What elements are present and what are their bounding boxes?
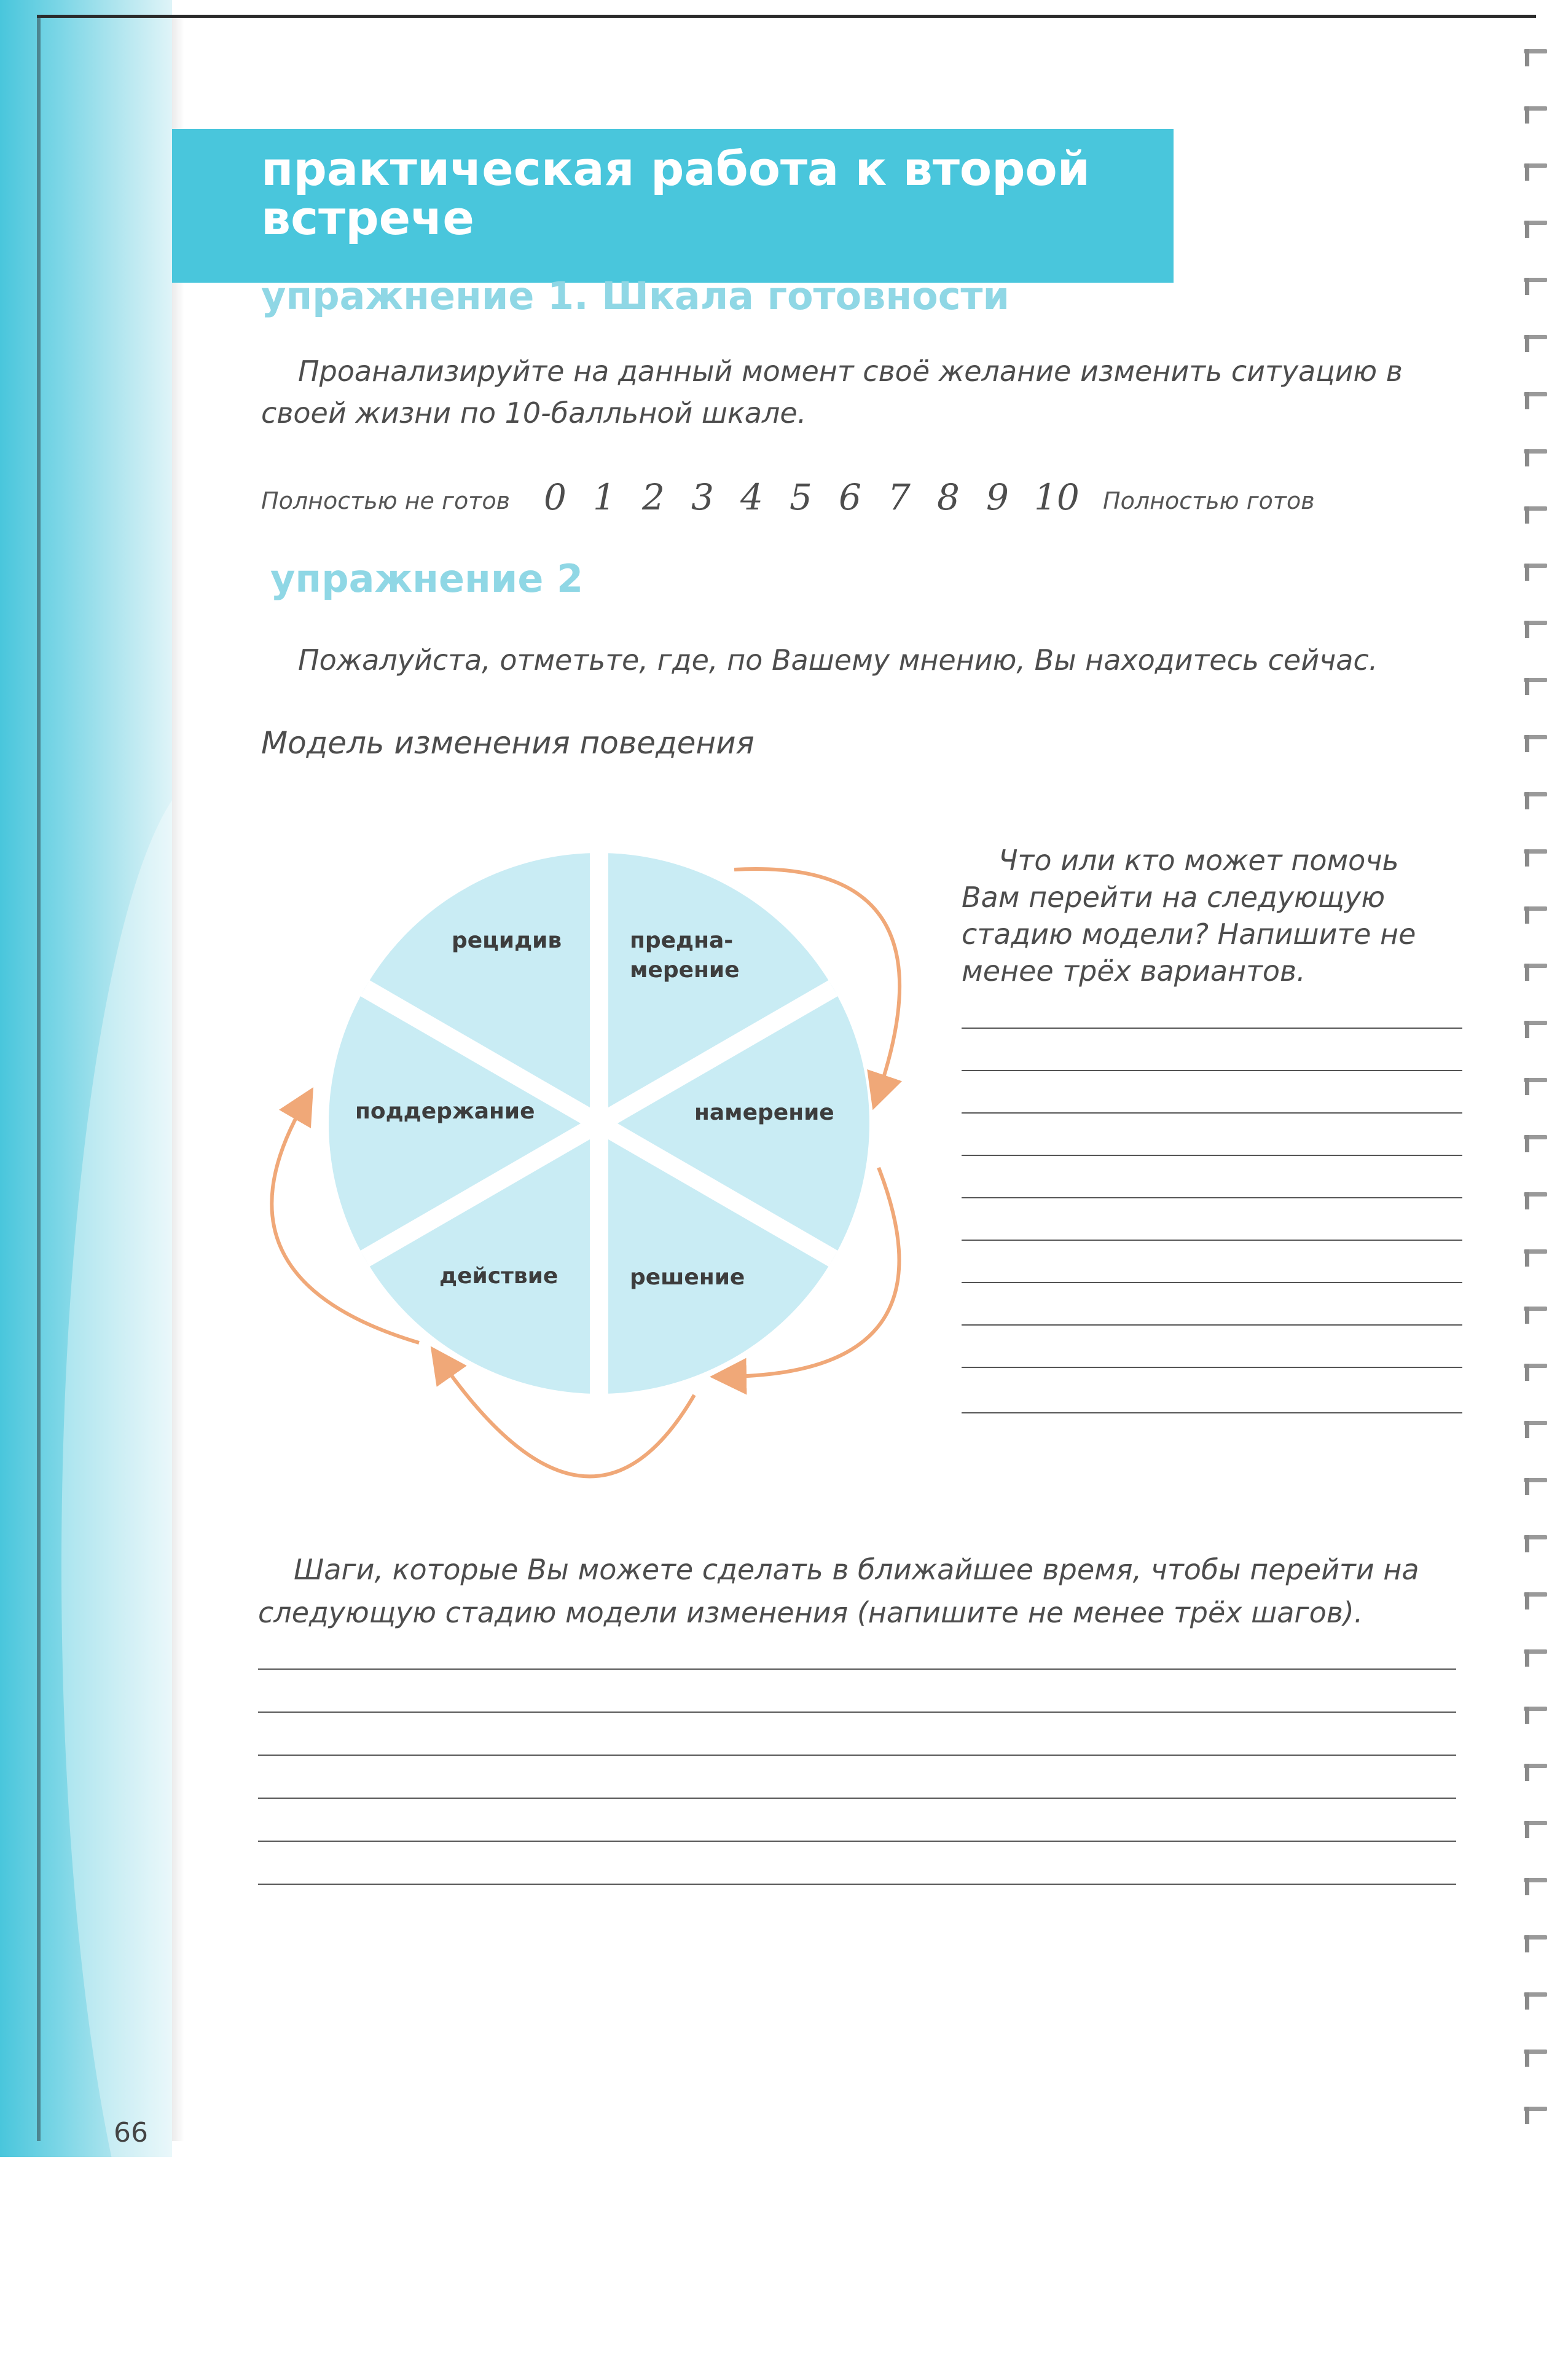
binding-ring [1524,278,1547,295]
stage-label-decision: решение [630,1265,745,1290]
binding-ring [1524,1249,1547,1267]
model-title: Модель изменения поведения [261,725,755,761]
binding-ring [1524,335,1547,352]
binding-ring [1524,964,1547,981]
answer-line[interactable] [962,1197,1462,1198]
binding-ring [1524,906,1547,924]
exercise2-instruction: Пожалуйста, отметьте, где, по Вашему мнению, Вы находитесь сейчас. [298,643,1378,677]
binding-ring [1524,1878,1547,1895]
steps-line[interactable] [258,1755,1456,1756]
stage-label-action: действие [439,1264,559,1289]
stage-label-precontemplation-2: мерение [630,957,740,983]
binding-ring [1524,1021,1547,1038]
stage-label-maintenance: поддержание [355,1099,535,1124]
scale-value[interactable]: 3 [691,476,714,518]
answer-line[interactable] [962,1324,1462,1326]
binding-ring [1524,106,1547,124]
binding-ring [1524,1992,1547,2010]
scale-value[interactable]: 4 [740,476,763,518]
answer-line[interactable] [962,1282,1462,1283]
scale-value[interactable]: 7 [888,476,911,518]
question-line: менее трёх вариантов. [962,954,1306,988]
binding-ring [1524,1364,1547,1381]
stage-label-relapse: рецидив [452,928,562,953]
steps-line[interactable] [258,1798,1456,1799]
question-line: Вам перейти на следующую [962,881,1386,914]
answer-line[interactable] [962,1240,1462,1241]
binding-ring [1524,392,1547,409]
scale-value[interactable]: 6 [839,476,861,518]
exercise2-heading: упражнение 2 [270,556,584,601]
exercise1-instruction-line2: своей жизни по 10-балльной шкале. [261,396,807,430]
question-line: стадию модели? Напишите не [962,918,1416,951]
binding-ring [1524,1421,1547,1438]
binding-ring [1524,506,1547,524]
binding-ring [1524,621,1547,638]
scale-value[interactable]: 0 [544,476,566,518]
steps-line[interactable] [258,1712,1456,1713]
scale-value[interactable]: 2 [642,476,665,518]
binding-ring [1524,792,1547,809]
exercise1-heading: упражнение 1. Шкала готовности [261,273,1009,318]
binding-ring [1524,1078,1547,1095]
question-line: Что или кто может помочь [998,844,1399,877]
scale-value[interactable]: 10 [1034,476,1080,518]
binding-ring [1524,1935,1547,1952]
answer-line[interactable] [962,1367,1462,1368]
binding-ring [1524,1478,1547,1495]
steps-line[interactable] [258,1884,1456,1885]
answer-line[interactable] [962,1112,1462,1114]
binding-ring [1524,49,1547,66]
binding-ring [1524,735,1547,752]
steps-instruction-line2: следующую стадию модели изменения (напишите не менее трёх шагов). [258,1596,1363,1629]
stage-wheel [329,853,869,1394]
steps-instruction-line1: Шаги, которые Вы можете сделать в ближайшее время, чтобы перейти на [294,1553,1419,1586]
binding-ring [1524,163,1547,181]
binding-ring [1524,221,1547,238]
steps-line[interactable] [258,1841,1456,1842]
scale-value[interactable]: 9 [986,476,1009,518]
stage-label-contemplation: намерение [694,1100,834,1125]
binding-ring [1524,1135,1547,1152]
steps-line[interactable] [258,1668,1456,1670]
binding-ring [1524,564,1547,581]
answer-line[interactable] [962,1155,1462,1156]
page-number: 66 [114,2117,148,2148]
scale-value[interactable]: 8 [937,476,960,518]
binding-ring [1524,1535,1547,1552]
binding-ring [1524,678,1547,695]
binding-ring [1524,2107,1547,2124]
binding-ring [1524,449,1547,466]
scale-value[interactable]: 5 [790,476,812,518]
binding-ring [1524,1592,1547,1609]
binding-ring [1524,1821,1547,1838]
scale-right-label: Полностью готов [1103,487,1315,514]
scale-value[interactable]: 1 [593,476,616,518]
exercise1-instruction-line1: Проанализируйте на данный момент своё желание изменить ситуацию в [298,355,1403,388]
scale-left-label: Полностью не готов [261,487,510,514]
binding-ring [1524,2050,1547,2067]
binding-ring [1524,849,1547,867]
answer-line[interactable] [962,1070,1462,1071]
binding-ring [1524,1707,1547,1724]
binding-ring [1524,1649,1547,1667]
binding-ring [1524,1307,1547,1324]
stage-label-precontemplation-1: предна- [630,928,734,953]
page-title: практическая работа к второй встрече [261,141,1090,245]
answer-line[interactable] [962,1412,1462,1413]
answer-line[interactable] [962,1028,1462,1029]
binding-ring [1524,1764,1547,1781]
binding-ring [1524,1192,1547,1209]
